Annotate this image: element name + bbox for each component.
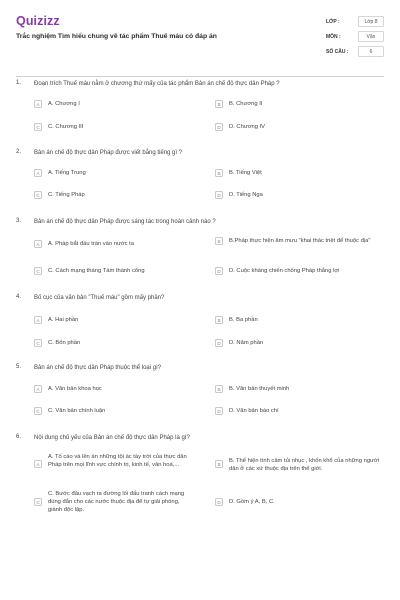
option-letter-box: B [215,100,223,108]
option-letter-box: D [215,191,223,199]
option-text: B. Ba phần [229,317,258,323]
option-c[interactable] [34,490,194,514]
option-letter-box: D [215,267,223,275]
option-letter-box: D [215,407,223,415]
option-letter-box: C [34,191,42,199]
option-text: D. Chương IV [229,124,266,130]
option-letter-box: B [215,169,223,177]
option-text: A. Tiếng Trung [48,170,86,176]
option-text: B. Thể hiện tình cảm tủi nhục , khốn khổ của những người dân ở các xứ thuộc địa trên thế giới. [229,458,380,472]
option-text: B. Tiếng Việt [229,170,262,176]
option-d[interactable] [215,498,385,506]
meta-label: LỚP : [326,18,340,25]
option-text: A. Văn bản khoa học [48,386,102,392]
option-text: A. Pháp bắt đầu tràn vào nước ta [48,241,134,247]
option-letter-box: A [34,100,42,108]
option-text: C. Chương III [48,124,84,130]
option-d[interactable] [215,407,385,415]
meta-row-subject [326,29,384,44]
option-text: D. Cuộc kháng chiến chống Pháp thắng lợi [229,268,340,274]
question-text: Bản án chế độ thực dân Pháp được viết bằng tiếng gì ? [34,150,183,156]
meta-row-class [326,14,384,29]
question-number: 4. [16,294,22,300]
option-letter-box: C [34,267,42,275]
option-letter-box: C [34,339,42,347]
option-text: D. Tiếng Nga [229,192,263,198]
question-number: 6. [16,434,22,440]
option-d[interactable] [215,267,385,275]
option-a[interactable] [34,240,194,248]
question-text: Đoạn trích Thuế máu nằm ở chương thứ mấy của tác phẩm Bản án chế độ thực dân Pháp ? [34,81,280,87]
option-letter-box: B [215,316,223,324]
option-b[interactable] [215,237,385,245]
option-letter-box: B [215,385,223,393]
question-text: Bản án chế độ thực dân Pháp được sáng tác trong hoàn cảnh nào ? [34,219,216,225]
meta-value: 6 [358,46,384,57]
option-letter-box: C [34,407,42,415]
meta-label: MÔN : [326,33,341,40]
question-number: 1. [16,80,22,86]
option-c[interactable] [34,191,194,199]
option-text: B. Văn bản thuyết minh [229,386,290,392]
question-number: 2. [16,149,22,155]
option-a[interactable] [34,100,194,108]
option-d[interactable] [215,123,385,131]
meta-label: SỐ CÂU : [326,48,349,55]
option-letter-box: B [215,460,223,468]
option-c[interactable] [34,407,194,415]
meta-row-question-count [326,44,384,59]
worksheet-meta [326,14,384,59]
option-text: D. Văn bản báo chí [229,408,279,414]
option-letter-box: A [34,169,42,177]
option-letter-box: C [34,498,42,506]
option-letter-box: D [215,123,223,131]
option-text: D. Năm phần [229,340,264,346]
question-text: Bản án chế độ thực dân Pháp thuộc thể loại gì? [34,365,162,371]
brand-logo: Quizizz [16,14,60,28]
option-b[interactable] [215,457,385,473]
option-c[interactable] [34,123,194,131]
option-letter-box: B [215,237,223,245]
option-letter-box: A [34,385,42,393]
question-text: Nội dung chủ yếu của Bản án chế độ thực dân Pháp là gì? [34,435,190,441]
option-c[interactable] [34,267,194,275]
option-b[interactable] [215,385,385,393]
option-text: A. Chương I [48,101,80,107]
option-text: B.Pháp thực hiện âm mưu "khai thác triệt để thuộc địa" [229,238,371,244]
option-letter-box: C [34,123,42,131]
option-b[interactable] [215,169,385,177]
option-letter-box: A [34,240,42,248]
option-a[interactable] [34,316,194,324]
option-text: D. Gồm ý A, B, C. [229,499,275,505]
option-a[interactable] [34,453,194,469]
option-text: C. Cách mạng tháng Tám thành công [48,268,145,274]
option-text: C. Bước đầu vạch ra đường lối đấu tranh cách mạng đúng đắn cho các nước thuộc địa để tự giải phóng, giành độc lập. [48,491,185,513]
option-text: B. Chương II [229,101,263,107]
option-b[interactable] [215,316,385,324]
option-a[interactable] [34,169,194,177]
option-text: C. Tiếng Pháp [48,192,85,198]
option-a[interactable] [34,385,194,393]
option-letter-box: A [34,316,42,324]
worksheet-header [16,14,384,78]
question-number: 3. [16,218,22,224]
header-divider [16,76,384,77]
option-d[interactable] [215,191,385,199]
option-b[interactable] [215,100,385,108]
meta-value: Văn [358,31,384,42]
question-number: 5. [16,364,22,370]
option-text: C. Văn bản chính luận [48,408,106,414]
worksheet-title: Trắc nghiệm Tìm hiểu chung về tác phẩm Thuế máu có đáp án [16,33,217,40]
option-text: A. Tố cáo và lên án những tội ác tày trời của thực dân Pháp trên mọi lĩnh vực chính trị, kinh tế, văn hoá,... [48,454,187,468]
option-letter-box: D [215,339,223,347]
option-text: A. Hai phần [48,317,79,323]
option-letter-box: A [34,460,42,468]
meta-value: Lớp 8 [358,16,384,27]
option-text: C. Bốn phần [48,340,81,346]
option-c[interactable] [34,339,194,347]
option-letter-box: D [215,498,223,506]
option-d[interactable] [215,339,385,347]
question-text: Bố cục của văn bản "Thuế máu" gồm mấy phần? [34,295,165,301]
